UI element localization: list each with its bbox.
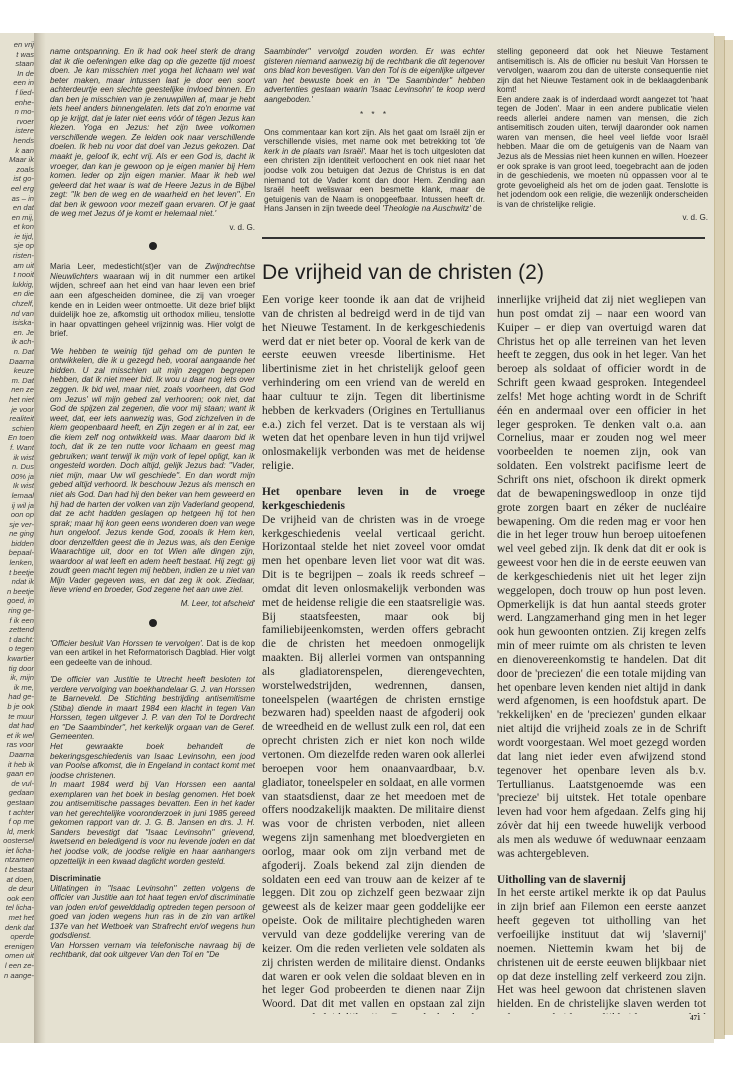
rd-quote-paragraph: Uitlatingen in ''Isaac Levinsohn'' zetten volgens de officier van Justitie aan tot haat tegen en/of discriminatie van joden en/of gewelddadig optreden tegen persoon of goed van joden wegens hun ras in de zin van artikel 137e van het Wetboek van Strafrecht en/of wegens hun godsdienst. xyxy=(50,883,255,941)
commentary xyxy=(264,128,485,214)
previous-page-fragment: gestaan xyxy=(6,797,34,807)
previous-page-fragment: f ik een xyxy=(9,615,34,625)
text: Maar het is toch uitgesloten dat een christen zijn identiteit verloochent en ook niet naar het joodse volk zou betuigen dat Jezus de Christus is en dat niemand tot de Vader komt dan door Hem. Zending aan Israël heeft weliswaar een besmette klank, maar de getuigenis van de Naam is onopgeefbaar. Intussen heeft dr. Hans Jansen in zijn tweede deel xyxy=(264,146,485,214)
previous-page-fragment: t dacht: xyxy=(9,634,34,644)
previous-page-fragment: kwartier xyxy=(7,654,34,663)
previous-page-fragment: en. Je xyxy=(13,327,34,337)
previous-page-fragment: iet licha- xyxy=(5,845,34,855)
text: Ons commentaar kan kort zijn. Als het gaat om Israël zijn er verschillende visies, met name ook met betrekking tot xyxy=(264,127,485,147)
previous-page-fragment: isiska- xyxy=(12,318,34,328)
previous-page-fragment: t bestaat xyxy=(4,865,34,875)
previous-page-fragment: tig door xyxy=(8,663,34,673)
previous-page-fragment: ring ge- xyxy=(8,606,34,616)
previous-page-fragment: een in xyxy=(13,78,34,88)
text-italic: 'Officier besluit Van Horssen te vervolgen'. xyxy=(50,638,204,648)
previous-page-fragment: dat had xyxy=(8,721,34,731)
previous-page-fragment: t was xyxy=(16,49,34,59)
previous-page-fragment: ntzamen xyxy=(4,855,34,865)
article-title: De vrijheid van de christen (2) xyxy=(262,261,545,284)
previous-page-fragment: lukkig, xyxy=(12,279,34,289)
previous-page-fragment: f op me xyxy=(8,817,34,827)
previous-page-fragment: ld, merk xyxy=(6,826,34,836)
previous-page-fragment: it heb ik xyxy=(7,759,34,769)
previous-page-fragment: ik, mijn xyxy=(10,673,34,683)
previous-page-fragment: zettend xyxy=(9,625,34,635)
previous-page-fragment: Daarna xyxy=(9,749,34,759)
previous-page-fragment: as – in xyxy=(11,193,34,203)
yoga-testimony: name ontspanning. En ik had ook heel sterk de drang dat ik die oefeningen elke dag op die gezette tijd moest doen. Je kan misschien met yoga het lichaam wel wat beter maken, maar intussen laat je door een soort achterdeurtje een slechte geestelijke invloed binnen. En dan ben je misschien van je zenuwpillen af, maar je hebt iets heel anders binnengelaten. Iets dat zo'n enorme vat op je krijgt, dat je later niet eens vóór of tégen Jezus kan kiezen. Yoga en Jezus: het zijn twee volkomen verschillende wegen. Ze leiden ook naar verschillende doelen. Ik heb nu voor dat doel van Jezus gekozen. Dat maakt je, geloof ik, echt vrij. Als er een God is, dacht ik vroeger, dan kan je gewoon op je eigen manier bij Hem komen. Ieder op zijn eigen manier. Maar ik heb wel geleerd dat het waar is wat de Heere Jezus in de Bijbel zegt: ''Ik ben de weg en de waarheid en het leven''. En dat ben ik gewoon voor mezelf gaan ervaren. Of je gaat de weg met Jezus óf je komt er helemaal niet.' xyxy=(50,47,255,219)
text: Maria Leer, medesticht(st)er van de xyxy=(50,262,206,272)
top-middle-column xyxy=(264,47,485,232)
previous-page-fragment: et kon xyxy=(13,222,34,232)
article-paragraph: innerlijke vrijheid dat zij niet wegliepen van hun post omdat zij – naar een woord van Kuiper – er diep van overtuigd waren dat Christus het op alle terreinen van het leven heeft te zeggen, dus ook in het leger. Van het beroep als soldaat of officier wordt in de Schrift geen kwaad gesproken. Integendeel zelfs! Met hoge achting wordt in de Schrift één en andermaal over een officier in het leger gesproken. Te denken valt o.a. aan Cornelius, maar er zouden nog wel meer voorbeelden te noemen zijn, ook van soldaten. Een volstrekt pacifisme leert de Schrift ons niet, ofschoon ik direkt opmerk dat de bewapeningswedloop in onze tijd grote zorgen baart en zéker de nucléaire bewapening. Om die reden mag er voor hen die in het leger trouw hun beroep uitoefenen wel veel gebed zijn. Ik denk dat dit er ook is geweest voor hen die in de eerste eeuwen van de kerkgeschiedenis niet uit het leger zijn weggelopen, doch trouw op hun post leven. Opmerkelijk is dat hun aantal steeds groter werd. Langzamerhand ging men in het leger ook hun gewoonten ontzien. Zij kregen zelfs min of meer ruimte om als christen te leven en dienovereenkomstig te handelen. Dat dit door de 'preciezen' die een totale mijding van het openbare leven kenden niet altijd in dank werd afgenomen, is een hoofdstuk apart. De 'rekkelijken' en de 'preciezen' gunden elkaar niet altijd die vrijheid zoals ze in de Schrift wordt voorgestaan. Wel moet gezegd worden dat lang niet ieder even afwijzend stond tegenover het openbare leven als b.v. Tertullianus. Laatstgenoemde was een 'precieze' bij uitstek. Het totale openbare leven had voor hem afgedaan. Zelfs ging hij zóvèr dat hij een tweede huwelijk verbood als men als weduwe óf weduwnaar eenzaam was achtergebleven. xyxy=(497,294,706,860)
previous-page-fragment: ik ach- xyxy=(11,337,34,347)
previous-page-fragment: bidden xyxy=(11,538,34,548)
previous-page-fragment: f. Want xyxy=(10,442,34,452)
previous-page-fragment: en mij, xyxy=(11,212,34,222)
previous-page-fragment: ik me, xyxy=(13,682,34,692)
previous-page-fragment: n beetje xyxy=(6,586,34,596)
rd-intro xyxy=(50,639,255,668)
previous-page-fragment: te muur xyxy=(8,711,34,721)
text: de xyxy=(470,204,482,214)
rd-quote-paragraph: Van Horssen vernam via telefonische navraag bij de rechtbank, dat ook uitgever Van den Tol en ''De xyxy=(50,940,255,960)
previous-page-fragment: chzelf, xyxy=(12,299,34,309)
previous-page-fragment: omen uit xyxy=(4,951,34,961)
previous-page-fragment: et ik wel xyxy=(6,730,34,740)
rd-quote-paragraph: 'De officier van Justitie te Utrecht heeft besloten tot verdere vervolging van boekhandelaar G. J. van Horssen te Barneveld. De Stichting bestrijding antisemitisme (Stiba) diende in maart 1984 een klacht in tegen Van Horssen, tegen uitgever J. P. van den Tol te Dordrecht en ''De Saambinder'', het kerkelijk orgaan van de Geref. Gemeenten. xyxy=(50,675,255,742)
previous-page-fragment: erenigen xyxy=(4,941,34,951)
previous-page-fragment: realiteit xyxy=(9,414,34,424)
previous-page-fragment: Maar ik xyxy=(9,155,34,165)
text-italic: Zwijndrechtse Nieuwlichters xyxy=(50,262,255,281)
previous-page-fragment: Ik wist xyxy=(12,481,34,491)
leer-intro xyxy=(50,262,255,338)
article-column-2 xyxy=(497,294,706,1014)
previous-page-fragment: l een ze- xyxy=(4,961,34,970)
previous-page-fragment: lemaal xyxy=(11,490,34,500)
previous-page-fragment: gedaan xyxy=(8,788,34,798)
previous-page-fragment: ist go- xyxy=(13,174,34,184)
previous-page-fragment: denk dat xyxy=(4,922,34,932)
article-paragraph: De vrijheid van de christen was in de vroege kerkgeschiedenis veelal verticaal gericht. Horizontaal stelde het niet zoveel voor omdat men het openbare leven liet voor wat dit was. Dit is te begrijpen – zoals ik reeds schreef – omdat dit leven onlosmakelijk verbonden was met de heidense religie die een staatsreligie was. Bij staatsfeesten, maar ook bij familiebijeenkomsten, werden offers gebracht die de christen het meedoen onmogelijk maakten. Bij allerlei vormen van ontspanning als gladiatorenspelen, dierengevechten, worstelwedstrijden, wedrennen, dansen, toneelspelen (waartégen de christen ernstige bezwaren had) speelden naast de afgoderij ook de wreedheid en de wellust zulk een rol, dat een oprecht christen zich er niet kon noch wilde vertonen. Om diezelfde reden waren ook allerlei beroepen voor hem onaanvaardbaar, b.v. gladiator, toneelspeler en soldaat, en alle vormen van staatsdienst, daar ze het meedoen met de offers noodzakelijk maakten. De militaire dienst was voor de christen verboden, niet alleen wegens zijn samenhang met bloedvergieten en oorlog, maar ook om zijn verband met de afgoderij. Zoals bekend zal zijn dienden de soldaten een eed van trouw aan de keizer af te leggen. Dit zou op zichzelf geen bezwaar zijn geweest als de keizer maar geen goddelijke eer opeiste. Ook de militaire plechtigheden waren vervuld van deze goddelijke verering van de keizer. Om die reden verlieten vele soldaten als zij christen werden de militaire dienst. Ondanks dat waren er ook velen die soldaat bleven en in het leger God probeerden te dienen naar Zijn Woord. Dat dit met vallen en opstaan zal zijn xyxy=(262,513,485,1011)
previous-page-fragment: de deur xyxy=(8,884,34,894)
previous-page-fragment: oon op xyxy=(10,510,34,520)
previous-page-fragment: f lied- xyxy=(15,87,34,97)
quote-continuation: Saambinder'' vervolgd zouden worden. Er was echter gisteren niemand aanwezig bij de rechtbank die dit tegenover ons blad kon bevestigen. Van den Tol is de eigenlijke uitgever van het bewuste boek en in ''De Saambinder'' hebben advertenties gestaan waarin 'Isaac Levinsohn' te koop werd aangeboden.' xyxy=(264,47,485,104)
previous-page-fragment: ndat ik xyxy=(11,577,34,587)
commentary-paragraph: Een andere zaak is of inderdaad wordt aangezet tot 'haat tegen de Joden'. Maar in een andere publicatie vielen reeds allerlei andere namen van mensen, die zich antisemitisch zouden uiten, terwijl daaronder ook namen waren van mensen, die heel veel liefde voor Israël hebben. Maar die om de getuigenis van de Naam van Jezus als de Messias niet heen kunnen en willen. Hoezeer er ook sprake is van groot leed, toegebracht aan de joden in de geschiedenis, we moeten nú oppassen voor al te grote gevoeligheid als het om de joden gaat. Tenslotte is het jodendom ook een religie, die wezenlijk onderscheiden is van de christelijke religie. xyxy=(497,94,708,209)
previous-page-fragment: had ge- xyxy=(8,692,34,702)
previous-page-fragment: n. Dus xyxy=(12,462,34,472)
previous-page-text-strip xyxy=(0,40,34,1030)
previous-page-fragment: gaan en xyxy=(6,769,34,779)
previous-page-fragment: n mo- xyxy=(14,107,34,117)
text: waaraan wij in dit nummer een artikel wijden, schreef aan het eind van haar leven een brief aan een afgescheiden dominee, die zij van vroeger kende en in Leiden weer ontmoette. Uit deze brief blijkt duidelijk hoe ze, afkomstig uit orthodox milieu, tenslotte in haar opvattingen geheel vrijzinnig was. Hier volgt de brief. xyxy=(50,271,255,339)
previous-page-fragment: hends xyxy=(13,135,34,145)
text-italic: 'Theologie na Auschwitz' xyxy=(382,204,471,214)
previous-page-fragment: en die xyxy=(13,289,34,299)
previous-page-fragment: oostersel xyxy=(3,836,34,846)
previous-page-fragment: rvoer xyxy=(16,116,34,126)
book-spine-shadow xyxy=(34,33,46,1043)
author-signature: v. d. G. xyxy=(229,222,255,232)
subheading: Discriminatie xyxy=(50,874,101,884)
previous-page-fragment: de vul- xyxy=(11,778,34,788)
article-subheading: Uitholling van de slavernij xyxy=(497,873,626,886)
article-subheading: Het openbare leven in de vroege kerkgeschiedenis xyxy=(262,485,485,512)
section-divider xyxy=(262,237,705,239)
previous-page-fragment: m. Dat xyxy=(11,375,34,385)
previous-page-fragment: operde xyxy=(10,932,34,942)
text: Dat is de kop van een artikel in het Reformatorisch Dagblad. Hier volgt een gedeelte van de inhoud. xyxy=(50,638,255,667)
article-column-1 xyxy=(262,294,485,1014)
previous-page-fragment: t achter xyxy=(8,807,34,817)
author-signature: v. d. G. xyxy=(682,213,708,223)
rd-quote-paragraph: In maart 1984 werd bij Van Horssen een aantal exemplaren van het boek in beslag genomen. Het boek zou antisemitische passages bevatten. Een in het kader van het gerechtelijke vooronderzoek in juni 1985 gereed gekomen rapport van dr. J. G. B. Jansen en drs. J. H. Sanders bevestigt dat ''Isaac Levinsohn'' grievend, kwetsend en beledigend is voor nu levende joden en dat het joodse volk, de joodse religie en haar aanhangers opzettelijk in een kwaad daglicht worden gesteld. xyxy=(50,780,255,866)
previous-page-fragment: tel licha- xyxy=(5,903,34,913)
previous-page-fragment: nen ze xyxy=(11,385,34,395)
previous-page-fragment: risten- xyxy=(12,251,34,261)
previous-page-fragment: o tegen xyxy=(8,644,34,654)
previous-page-fragment: zoals xyxy=(16,164,34,174)
bullet-separator xyxy=(149,619,157,627)
previous-page-fragment: ik wist xyxy=(13,452,34,462)
previous-page-fragment: sje op xyxy=(13,241,34,251)
previous-page-fragment: bepaal- xyxy=(8,548,34,558)
previous-page-fragment: ij wil ja xyxy=(11,500,34,510)
previous-page-fragment: 00% ja xyxy=(10,471,34,481)
previous-page-fragment: k aan xyxy=(15,145,34,155)
previous-page-fragment: istere xyxy=(15,126,34,136)
previous-page-fragment: nd van xyxy=(11,308,34,318)
previous-page-fragment: at doen, xyxy=(6,874,34,884)
previous-page-fragment: ras voor xyxy=(6,740,34,750)
article-paragraph: In het eerste artikel merkte ik op dat Paulus in zijn brief aan Filemon een eerste aanzet heeft gegeven tot uitholling van het verfoeilijke instituut dat wij 'slavernij' noemen. Niettemin kwam het bij de christenen uit de eerste eeuwen blijkbaar niet op dat deze instelling zelf verkeerd zou zijn. Het was heel gewoon dat christenen slaven hielden. En de christelijke slaven werden tot xyxy=(497,887,706,1011)
previous-page-fragment: Daarna xyxy=(9,356,34,366)
rd-quote-paragraph: Het gewraakte boek behandelt de bekeringsgeschiedenis van Isaac Levinsohn, een jood van Poolse afkomst, die in Engeland in contact komt met joodse christenen. xyxy=(50,742,255,780)
page-number: 471 xyxy=(690,1014,701,1022)
previous-page-fragment: je voor xyxy=(11,404,34,414)
previous-page-fragment: keuze xyxy=(13,366,34,376)
previous-page-fragment: goed, in xyxy=(6,596,34,606)
previous-page-fragment: ie tijd, xyxy=(14,231,34,241)
section-separator: * * * xyxy=(360,110,389,120)
page-edge xyxy=(724,40,733,1035)
previous-page-fragment: ne ging xyxy=(9,529,34,539)
bullet-separator xyxy=(149,242,157,250)
text-italic: 'de kerk in de plaats van Israël'. xyxy=(264,137,485,156)
previous-page-fragment: t nooit xyxy=(13,270,34,280)
letter-signature: M. Leer, tot afscheid' xyxy=(180,598,255,608)
previous-page-fragment: b je ook xyxy=(7,701,34,711)
leer-letter: 'We hebben te weinig tijd gehad om de punten te ontwikkelen, die ik u gezegd heb, vooral aangaande het bidden. U zal misschien uit mijn zeggen begrepen hebben, dat ik niet meer bid. Ik wou u daar nog iets over zeggen. Ik bid wel, maar niet, zoals voorheen, dat God om Jezus' wil mijn gebed zal verhooren; ook niet, dat God de spijzen zal zegenen, die voor mij staan; want ik weet, dat, eer iets aanwezig was, God zichzelven in de kiem geopenbaard heeft, en Zijn zegen er al in zat, eer die kiem zelf nog ontwikkeld was. Maar daarom bid ik toch, dat ik ze ten nutte voor lichaam en geest mag gebruiken; want terwijl ik mijn vork of lepel opligt, kan ik ongesteld worden. Doch altijd, gelijk Jezus bad: ''Vader, niet mijn, maar Uw wil geschiede''. En dan wordt mijn gebed altijd verhoord. Ik beschouw Jezus als mensch en niet als God. Dan had hij den beker van hem geweerd en hij had de harten der volken van zijn Vaderland geopend, dat ze acht hadden geslagen op hetgeen hij tot hen sprak; maar hij kon geen eens wonderen doen van wege hun ongeloof. Jezus kende God, zooals ik Hem ken, door denzelfden geest die in Jezus was, als den Eenige Waarachtige uit, door en tot Wien alle dingen zijn, waardoor al wat leeft en adem heeft bestaat. Hij zegt: gij zoudt geen macht tegen mij hebben, indien ze u niet van Mijn Vader gegeven was, en dat zeg ik ook. Ziedaar, lieve vriend en broeder, God zegene het aan uwe ziel. xyxy=(50,346,255,595)
previous-page-fragment: am uit xyxy=(13,260,34,270)
article-paragraph: Een vorige keer toonde ik aan dat de vrijheid van de christen al bedreigd werd in de tijd van het Nieuwe Testament. In de kerkgeschiedenis werd dat er niet beter op. Vooral de kerk van de eerste eeuwen vreesde libertinisme. Het libertinisme ziet in het christelijk geloof geen verhindering om een vriend van de wereld en haar cultuur te zijn. Tegen dit libertinisme hebben de kerkvaders (Origines en Tertullianus e.a.) zich fel verzet. Dat is te verstaan als wij weten dat het openbare leven in hun tijd vrijwel onlosmakelijk verbonden was met de heidense religie. xyxy=(262,294,485,473)
commentary-continuation: stelling geponeerd dat ook het Nieuwe Testament antisemitisch is. Als de officier nu besluit Van Horssen te vervolgen, waarom zou dan de uiterste consequentie niet zijn dat het Nieuwe Testament ook in de beklaagdenbank komt! xyxy=(497,47,708,95)
previous-page-fragment: schien xyxy=(12,423,34,433)
previous-page-fragment: eel erg xyxy=(10,183,34,193)
previous-page-fragment: en vrij xyxy=(13,40,34,49)
previous-page-fragment: staan xyxy=(15,59,34,69)
previous-page-fragment: n. Dat xyxy=(13,347,34,356)
previous-page-fragment: n aange- xyxy=(4,970,34,980)
previous-page-fragment: ook een xyxy=(6,893,34,903)
previous-page-fragment: en dat xyxy=(12,203,34,213)
previous-page-fragment: het niet xyxy=(9,394,34,404)
previous-page-fragment: t beetje xyxy=(9,567,34,577)
previous-page-fragment: lenken, xyxy=(9,558,34,568)
previous-page-fragment: sje ver- xyxy=(9,519,34,529)
previous-page-fragment: met het xyxy=(8,913,34,923)
previous-page-fragment: enhe- xyxy=(14,97,34,107)
left-column xyxy=(50,47,255,1007)
top-right-column xyxy=(497,47,708,237)
previous-page-fragment: En toen xyxy=(7,433,34,443)
previous-page-fragment: In de xyxy=(17,68,34,78)
